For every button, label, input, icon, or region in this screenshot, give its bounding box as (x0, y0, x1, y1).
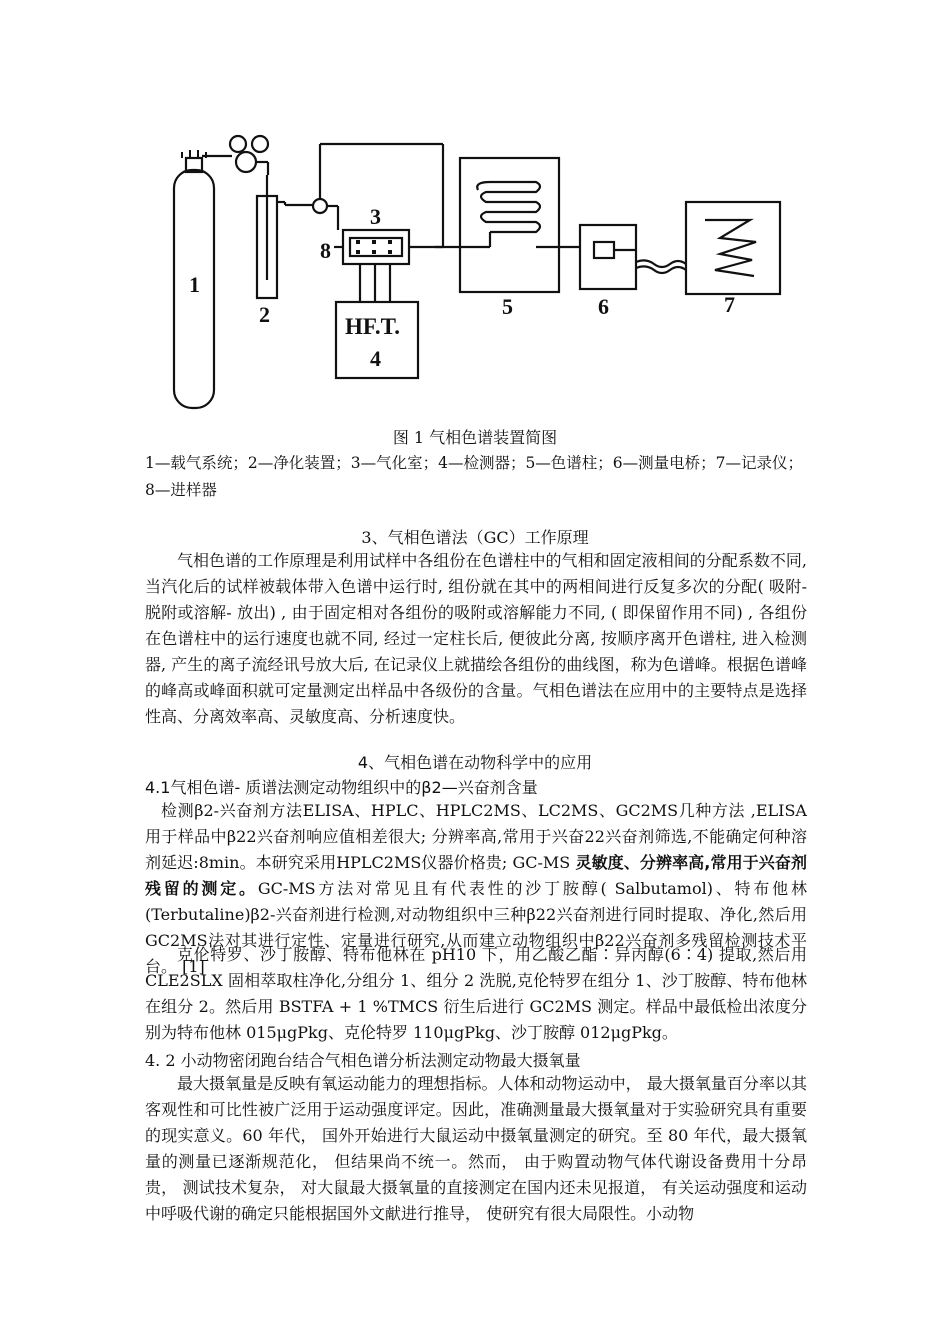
vaporizer-chamber (343, 230, 409, 264)
label-2: 2 (259, 302, 270, 327)
label-8: 8 (320, 238, 331, 263)
gc-apparatus-diagram (160, 130, 800, 420)
label-3: 3 (370, 204, 381, 229)
section-4-title: 4、气相色谱在动物科学中的应用 (357, 753, 593, 772)
subsection-4-2-paragraph: 最大摄氧量是反映有氧运动能力的理想指标。人体和动物运动中， 最大摄氧量百分率以其客观性和可比性被广泛用于运动强度评定。因此，准确测量最大摄氧量对于实验研究具有重要的现实意义。60 年代， 国外开始进行大鼠运动中摄氧量测定的研究。至 80 年代，最大摄氧量的测量已逐渐规范化， 但结果尚不统一。然而， 由于购置动物气体代谢设备费用十分昂贵， 测试技术复杂， 对大鼠最大摄氧量的直接测定在国内还未见报道， 有关运动强度和运动中呼吸代谢的确定只能根据国外文献进行推导， 使研究有很大局限性。小动物 (145, 1074, 807, 1223)
diagram-svg (160, 130, 800, 420)
subsection-4-1-title: 4.1气相色谱- 质谱法测定动物组织中的β2—兴奋剂含量 (145, 778, 538, 797)
gauge-icon (230, 136, 246, 152)
column-oven (460, 158, 559, 292)
label-hft: HF.T. (345, 314, 400, 339)
figure-legend: 1—载气系统；2—净化装置；3—气化室；4—检测器；5—色谱柱；6—测量电桥；7—记录仪；8—进样器 (145, 454, 804, 499)
p1-text-bold: 灵敏度、分辨率高,常用于兴奋剂残留的测定。 (145, 853, 807, 898)
subsection-4-1-paragraph-2: 克伦特罗、沙丁胺醇、特布他林在 pH10 下，用乙酸乙酯∶异丙醇(6∶4) 提取,然后用 CLE2SLX 固相萃取柱净化,分组分 1、组分 2 洗脱,克伦特罗在组分 1、沙丁胺醇、特布他林在组分 2。然后用 BSTFA + 1 %TMCS 衍生后进行 GC2MS 测定。样品中最低检出浓度分别为特布他林 015μgPkg、克伦特罗 110μgPkg、沙丁胺醇 012μgPkg。 (145, 945, 807, 1042)
figure-caption: 图 1 气相色谱装置简图 (392, 428, 558, 447)
p1-text-c: GC-MS方法对常见且有代表性的沙丁胺醇( Salbutamol)、特布他林(Terbutaline)β2-兴奋剂进行检测,对动物组织中三种β22兴奋剂进行同时提取、净化,然后用GC2MS法对其进行定性、定量进行研究,从而建立动物组织中β22兴奋剂多残留检测技术平台。 [1] (145, 879, 807, 976)
subsection-4-2-title: 4. 2 小动物密闭跑台结合气相色谱分析法测定动物最大摄氧量 (145, 1051, 581, 1070)
label-1: 1 (189, 272, 200, 297)
section-3-title: 3、气相色谱法（GC）工作原理 (361, 528, 589, 547)
section-3-paragraph: 气相色谱的工作原理是利用试样中各组份在色谱柱中的气相和固定液相间的分配系数不同, 当汽化后的试样被载体带入色谱中运行时, 组份就在其中的两相间进行反复多次的分配( 吸附- 脱附或溶解- 放出) , 由于固定相对各组份的吸附或溶解能力不同, ( 即保留作用不同) , 各组份在色谱柱中的运行速度也就不同, 经过一定柱长后, 便彼此分离, 按顺序离开色谱柱, 进入检测器, 产生的离子流经讯号放大后, 在记录仪上就描绘各组份的曲线图，称为色谱峰。根据色谱峰的峰高或峰面积就可定量测定出样品中各级份的含量。气相色谱法在应用中的主要特点是选择性高、分离效率高、灵敏度高、分析速度快。 (145, 551, 807, 726)
label-5: 5 (502, 294, 513, 319)
label-6: 6 (598, 294, 609, 319)
p1-text-a: 检测β2-兴奋剂方法ELISA、HPLC、HPLC2MS、LC2MS、GC2MS几种方法 ,ELISA用于样品中β22兴奋剂响应值相差很大; 分辨率高,常用于兴奋22兴奋剂筛选,不能确定何种溶剂延迟:8min。本研究采用HPLC2MS仪器价格贵; GC-MS (145, 801, 807, 872)
recorder (686, 202, 780, 294)
label-4: 4 (370, 346, 381, 371)
gauge-icon (252, 136, 268, 152)
label-7: 7 (724, 292, 735, 317)
